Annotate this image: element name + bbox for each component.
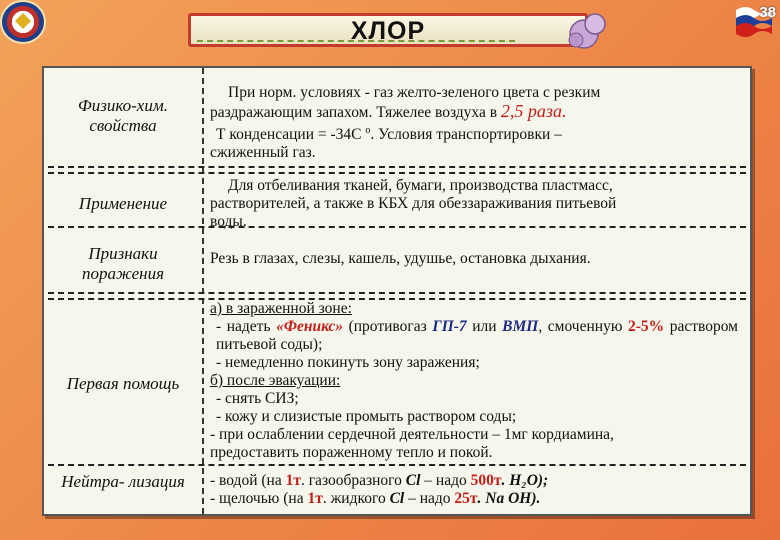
row-content-neutralization: - водой (на 1т. газообразного Cl – надо 500т. H₂O); - щелочью (на 1т. жидкого Cl – надо 25т. Na OH). bbox=[210, 472, 549, 507]
column-divider bbox=[202, 68, 204, 514]
row-label-properties: Физико-хим. свойства bbox=[78, 96, 168, 135]
row-label-first-aid: Первая помощь bbox=[66, 374, 180, 393]
row-separator bbox=[48, 292, 746, 294]
row-separator bbox=[48, 464, 746, 466]
row-separator bbox=[48, 166, 746, 168]
emblem-logo bbox=[2, 2, 44, 42]
info-table bbox=[42, 66, 752, 516]
slide-number: 38 bbox=[759, 4, 776, 21]
row-content-first-aid: а) в зараженной зоне: - надеть «Феникс» (противогаз ГП-7 или ВМП, смоченную 2-5% раствором питьевой соды); - немедленно покинуть зону заражения; б) после эвакуации: - снять СИЗ; - кожу и слизистые промыть раствором соды; - при ослаблении сердечной деятельности – 1мг кордиамина, предоставить пораженному тепло и покой. bbox=[210, 300, 738, 461]
row-content-symptoms: Резь в глазах, слезы, кашель, удушье, остановка дыхания. bbox=[210, 250, 591, 267]
row-label-neutralization: Нейтра- лизация bbox=[61, 472, 185, 491]
row-separator bbox=[48, 226, 746, 228]
row-label-symptoms: Признаки поражения bbox=[82, 244, 164, 283]
row-label-application: Применение bbox=[78, 194, 168, 213]
title-banner bbox=[188, 13, 588, 47]
molecule-icon bbox=[562, 10, 612, 52]
page-title: ХЛОР bbox=[350, 17, 426, 45]
row-content-application: Для отбеливания тканей, бумаги, производства пластмасс, растворителей, а также в КБХ для обеззараживания питьевой воды. bbox=[210, 177, 617, 230]
row-separator bbox=[48, 172, 746, 174]
row-content-properties: При норм. условиях - газ желто-зеленого цвета с резким раздражающим запахом. Тяжелее воздуха в 2,5 раза. Т конденсации = -34С $^о$. Условия транспортировки – сжиженный газ. bbox=[210, 84, 601, 162]
